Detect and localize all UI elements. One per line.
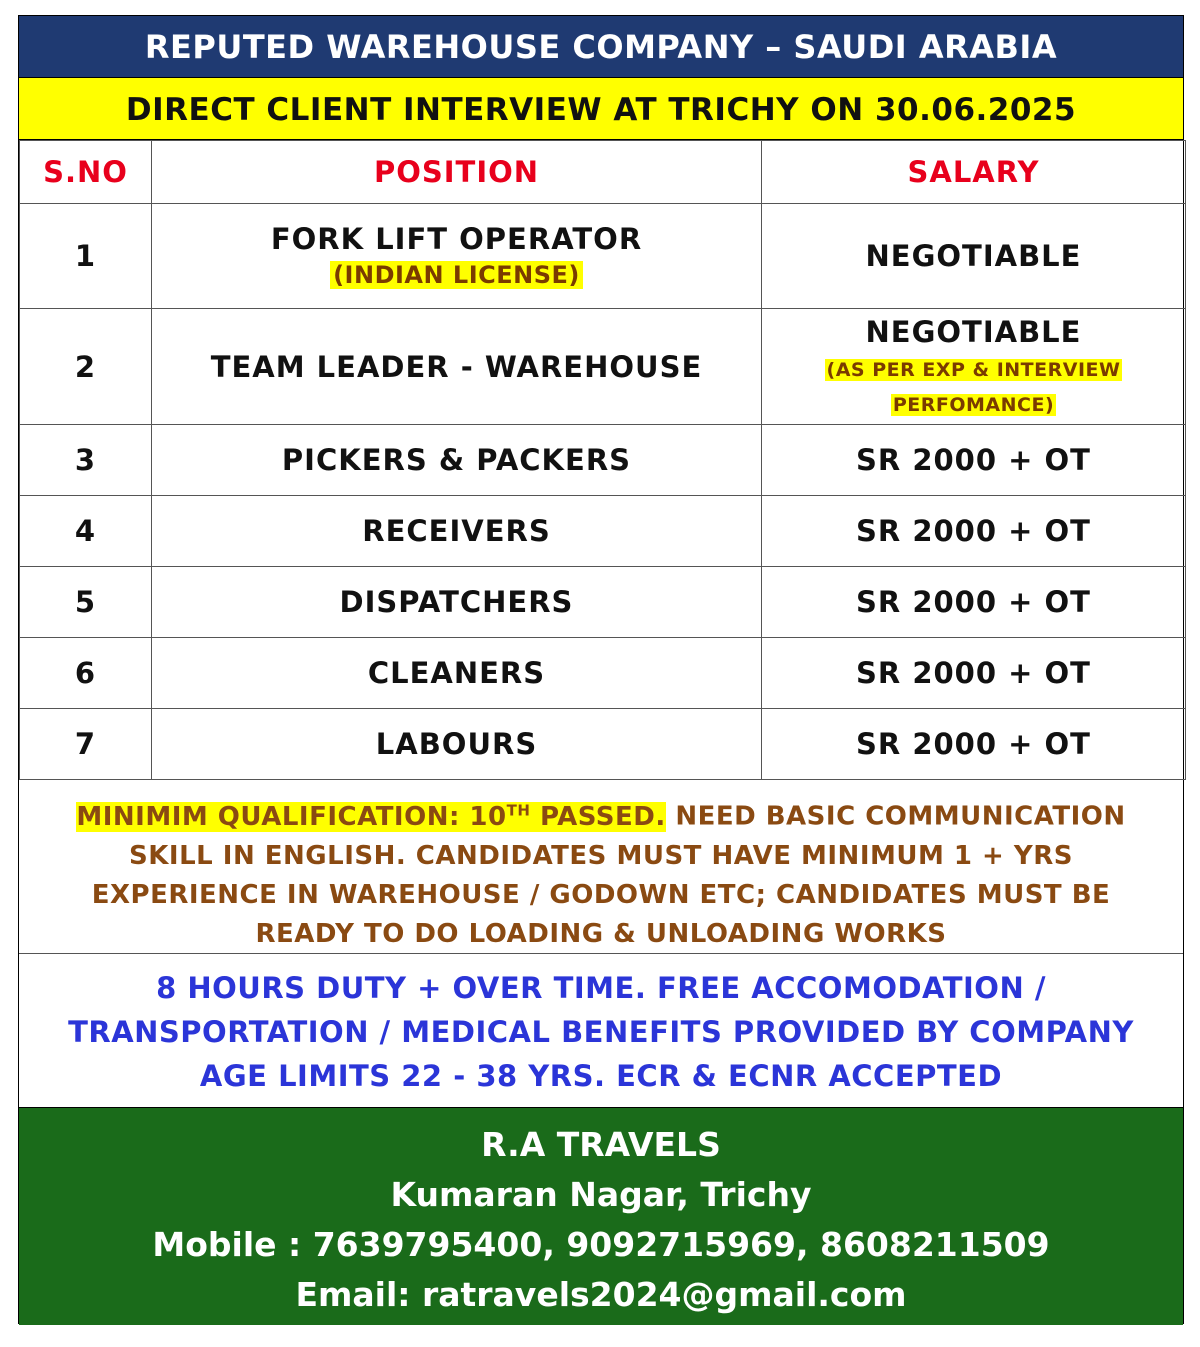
- qualification-section: [19, 779, 1183, 954]
- row-position: DISPATCHERS: [152, 567, 762, 638]
- benefits-line2: TRANSPORTATION / MEDICAL BENEFITS PROVIDED BY COMPANY: [68, 1015, 1134, 1049]
- salary-note-line1: (AS PER EXP & INTERVIEW: [826, 358, 1121, 381]
- company-name: R.A TRAVELS: [481, 1125, 721, 1164]
- qualification-line1: MINIMIM QUALIFICATION: 10TH PASSED. NEED BASIC COMMUNICATION: [76, 801, 1126, 832]
- positions-table: [19, 140, 1186, 780]
- company-address: Kumaran Nagar, Trichy: [390, 1175, 812, 1214]
- contact-email: Email: ratravels2024@gmail.com: [295, 1275, 907, 1314]
- column-header-position: POSITION: [152, 141, 762, 204]
- table-header-row: [20, 141, 1186, 204]
- table-row: [20, 496, 1186, 567]
- column-header-salary: SALARY: [762, 141, 1186, 204]
- row-sno: 3: [20, 425, 152, 496]
- row-sno: 1: [20, 204, 152, 309]
- table-row: [20, 309, 1186, 425]
- benefits-line1: 8 HOURS DUTY + OVER TIME. FREE ACCOMODATION /: [156, 971, 1046, 1005]
- qualification-line3: EXPERIENCE IN WAREHOUSE / GODOWN ETC; CANDIDATES MUST BE: [91, 879, 1111, 910]
- table-row: [20, 204, 1186, 309]
- row-salary: [762, 309, 1186, 425]
- row-position: [152, 204, 762, 309]
- row-position: LABOURS: [152, 709, 762, 780]
- table-row: [20, 709, 1186, 780]
- salary-note-line2: PERFOMANCE): [892, 393, 1055, 416]
- table-row: [20, 425, 1186, 496]
- row-salary: SR 2000 + OT: [762, 567, 1186, 638]
- salary-value: NEGOTIABLE: [865, 314, 1082, 349]
- license-note: (INDIAN LICENSE): [330, 261, 583, 289]
- qualification-line2: SKILL IN ENGLISH. CANDIDATES MUST HAVE MINIMUM 1 + YRS: [129, 840, 1073, 871]
- contact-footer: [19, 1107, 1183, 1325]
- row-sno: 7: [20, 709, 152, 780]
- row-salary: NEGOTIABLE: [762, 204, 1186, 309]
- qualification-line4: READY TO DO LOADING & UNLOADING WORKS: [255, 918, 947, 949]
- column-header-sno: S.NO: [20, 141, 152, 204]
- qualification-highlight: MINIMIM QUALIFICATION: 10TH PASSED.: [76, 801, 666, 832]
- row-salary: SR 2000 + OT: [762, 638, 1186, 709]
- row-salary: SR 2000 + OT: [762, 425, 1186, 496]
- position-name: FORK LIFT OPERATOR: [270, 222, 643, 256]
- mobile-numbers: Mobile : 7639795400, 9092715969, 8608211509: [152, 1225, 1050, 1264]
- row-position: CLEANERS: [152, 638, 762, 709]
- row-sno: 4: [20, 496, 152, 567]
- row-position: PICKERS & PACKERS: [152, 425, 762, 496]
- interview-banner: DIRECT CLIENT INTERVIEW AT TRICHY ON 30.06.2025: [19, 78, 1183, 140]
- job-poster: [18, 15, 1184, 1324]
- row-sno: 6: [20, 638, 152, 709]
- row-salary: SR 2000 + OT: [762, 709, 1186, 780]
- row-sno: 5: [20, 567, 152, 638]
- benefits-line3: AGE LIMITS 22 - 38 YRS. ECR & ECNR ACCEPTED: [199, 1059, 1003, 1093]
- row-position: TEAM LEADER - WAREHOUSE: [152, 309, 762, 425]
- benefits-section: [19, 954, 1183, 1107]
- row-position: RECEIVERS: [152, 496, 762, 567]
- poster-title: REPUTED WAREHOUSE COMPANY – SAUDI ARABIA: [19, 16, 1183, 78]
- table-row: [20, 567, 1186, 638]
- row-sno: 2: [20, 309, 152, 425]
- table-row: [20, 638, 1186, 709]
- row-salary: SR 2000 + OT: [762, 496, 1186, 567]
